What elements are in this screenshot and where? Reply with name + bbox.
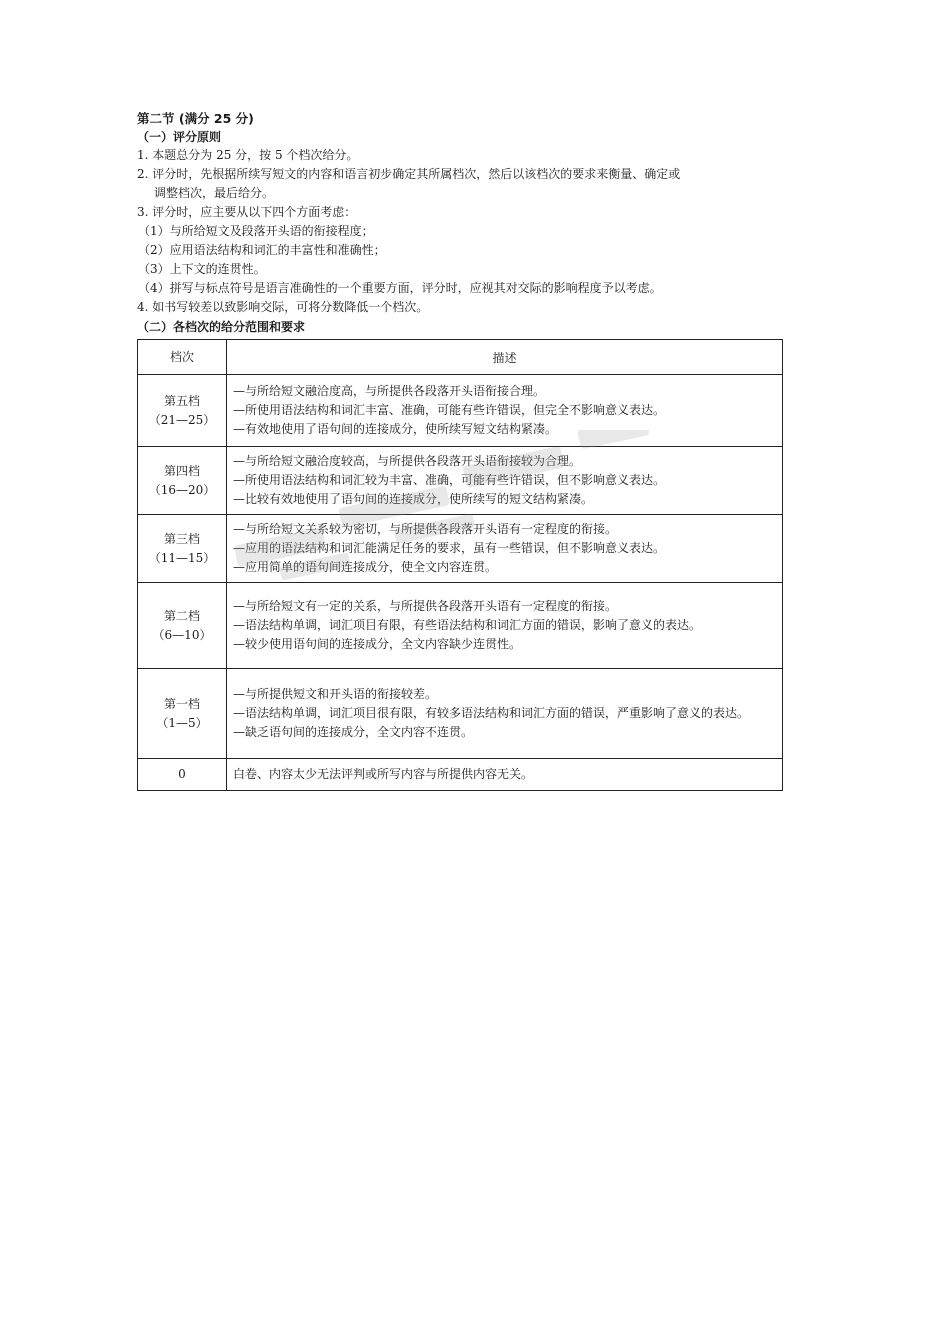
description-line: —应用简单的语句间连接成分，使全文内容连贯。 [233,560,498,574]
grading-table [137,339,783,791]
level-name: 第五档 [163,393,200,408]
table-heading: （二）各档次的给分范围和要求 [137,320,306,334]
level-cell [138,759,227,791]
table-row [138,583,783,669]
description-line: —较少使用语句间的连接成分，全文内容缺少连贯性。 [233,637,522,651]
document-body [137,110,797,336]
description-column-header: 描述 [227,340,783,375]
table-row [138,515,783,583]
description-line: —与所给短文融洽度较高，与所提供各段落开头语衔接较为合理。 [233,454,582,468]
level-range: （21—25） [148,412,216,427]
principle-item: 调整档次，最后给分。 [154,186,275,200]
level-range: （6—10） [152,627,212,642]
description-line: —语法结构单调，词汇项目有限，有些语法结构和词汇方面的错误，影响了意义的表达。 [233,618,702,632]
level-name: 第四档 [163,463,200,478]
level-name: 0 [178,767,186,781]
level-range: （1—5） [156,715,208,730]
table-row [138,759,783,791]
description-line: —缺乏语句间的连接成分，全文内容不连贯。 [233,725,474,739]
principle-item: 3. 评分时，应主要从以下四个方面考虑： [137,205,357,219]
principle-item: 2. 评分时，先根据所续写短文的内容和语言初步确定其所属档次，然后以该档次的要求来衡量、确定或 [137,167,681,181]
level-column-header: 档次 [138,340,227,375]
level-cell [138,669,227,759]
table-header-row [138,340,783,375]
description-line: —与所给短文有一定的关系，与所提供各段落开头语有一定程度的衔接。 [233,599,618,613]
description-cell [227,759,783,791]
level-cell [138,583,227,669]
principle-subitem: （2）应用语法结构和词汇的丰富性和准确性； [138,243,386,257]
level-cell [138,375,227,447]
principle-subitem: （4）拼写与标点符号是语言准确性的一个重要方面，评分时，应视其对交际的影响程度予以考虑。 [138,281,662,295]
level-name: 第二档 [163,608,200,623]
description-cell [227,583,783,669]
description-cell [227,669,783,759]
description-line: —有效地使用了语句间的连接成分，使所续写短文结构紧凑。 [233,422,558,436]
description-cell [227,447,783,515]
description-line: —应用的语法结构和词汇能满足任务的要求，虽有一些错误，但不影响意义表达。 [233,541,666,555]
level-range: （11—15） [148,550,216,565]
level-name: 第一档 [163,696,200,711]
level-name: 第三档 [163,531,200,546]
description-line: —与所给短文关系较为密切，与所提供各段落开头语有一定程度的衔接。 [233,522,618,536]
description-line: —语法结构单调，词汇项目很有限，有较多语法结构和词汇方面的错误，严重影响了意义的表达。 [233,706,750,720]
description-line: 白卷、内容太少无法评判或所写内容与所提供内容无关。 [233,767,534,781]
description-line: —与所给短文融洽度高，与所提供各段落开头语衔接合理。 [233,384,546,398]
principle-item: 4. 如书写较差以致影响交际，可将分数降低一个档次。 [137,300,429,314]
description-cell [227,515,783,583]
description-line: —所使用语法结构和词汇较为丰富、准确，可能有些许错误，但不影响意义表达。 [233,473,666,487]
section-title: 第二节 (满分 25 分) [137,111,254,126]
principles-heading: （一）评分原则 [137,130,222,144]
description-line: —比较有效地使用了语句间的连接成分，使所续写的短文结构紧凑。 [233,492,594,506]
description-cell [227,375,783,447]
principle-subitem: （1）与所给短文及段落开头语的衔接程度； [138,224,374,238]
table-row [138,669,783,759]
level-cell [138,447,227,515]
table-row [138,447,783,515]
table-row [138,375,783,447]
level-cell [138,515,227,583]
description-line: —所使用语法结构和词汇丰富、准确，可能有些许错误，但完全不影响意义表达。 [233,403,666,417]
principle-subitem: （3）上下文的连贯性。 [138,262,266,276]
level-range: （16—20） [148,482,216,497]
principle-item: 1. 本题总分为 25 分，按 5 个档次给分。 [137,148,359,162]
description-line: —与所提供短文和开头语的衔接较差。 [233,687,438,701]
